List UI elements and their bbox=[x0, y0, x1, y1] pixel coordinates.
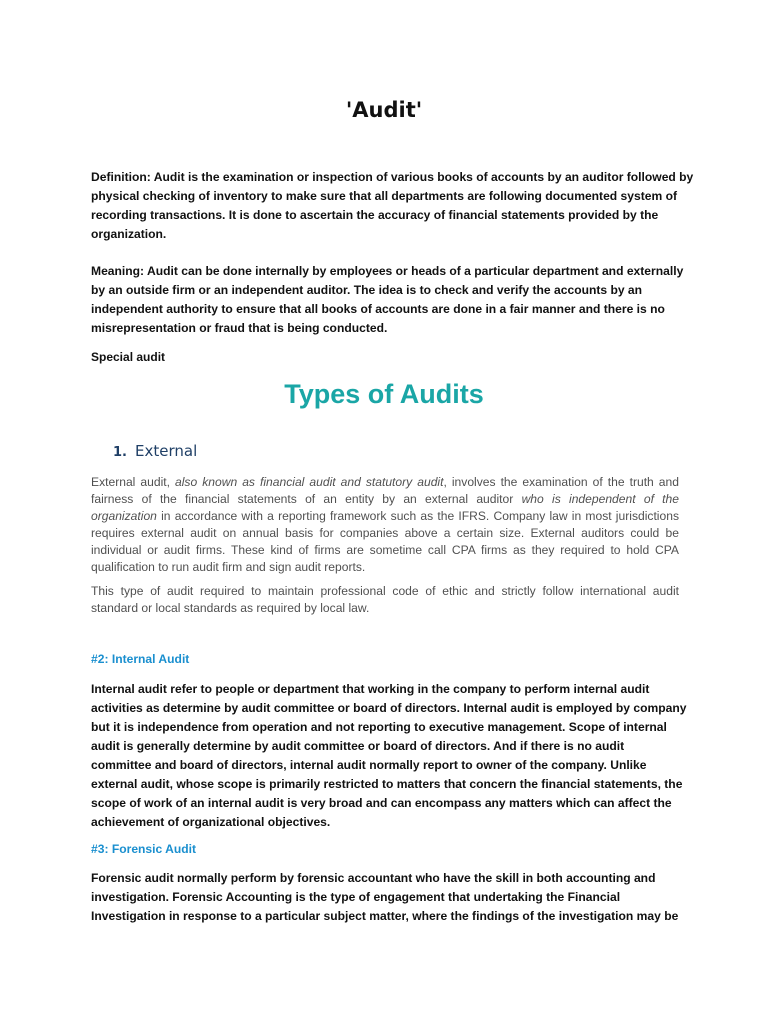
external-p1-line-2: fairness of the financial statements of an entity by an external auditor who is independent of the bbox=[91, 492, 679, 506]
external-heading bbox=[113, 440, 197, 464]
types-of-audits-heading: Types of Audits bbox=[284, 379, 484, 409]
internal-line-1: Internal audit refer to people or department that working in the company to perform internal audit bbox=[91, 682, 650, 696]
definition-label: Definition: bbox=[91, 170, 151, 184]
external-p1-line-1: External audit, also known as financial audit and statutory audit, involves the examination of the truth and bbox=[91, 475, 679, 489]
internal-line-6: external audit, whose scope is primarily restricted to matters that concern the financial statements, the bbox=[91, 777, 683, 791]
external-heading-label: External bbox=[135, 442, 198, 460]
forensic-audit-heading: #3: Forensic Audit bbox=[91, 842, 197, 856]
external-p2-line-2: standard or local standards as required by local law. bbox=[91, 601, 370, 615]
meaning-line-4: misrepresentation or fraud that is being conducted. bbox=[91, 321, 388, 335]
special-audit-label: Special audit bbox=[91, 350, 166, 364]
definition-line-2: physical checking of inventory to make sure that all departments are following documented system of bbox=[91, 189, 678, 203]
internal-line-5: committee and board of directors, internal audit normally report to owner of the company. Unlike bbox=[91, 758, 647, 772]
forensic-line-1: Forensic audit normally perform by forensic accountant who have the skill in both accounting and bbox=[91, 871, 656, 885]
forensic-line-2: investigation. Forensic Accounting is the type of engagement that undertaking the Financial bbox=[91, 890, 621, 904]
definition-line-4: organization. bbox=[91, 227, 167, 241]
external-paragraph-1 bbox=[91, 474, 679, 576]
external-paragraph-2 bbox=[91, 583, 679, 617]
internal-line-8: achievement of organizational objectives. bbox=[91, 815, 331, 829]
forensic-line-3: Investigation in response to a particular subject matter, where the findings of the investigation may be bbox=[91, 909, 679, 923]
internal-line-4: audit is generally determine by audit committee or board of directors. And if there is no audit bbox=[91, 739, 625, 753]
document-title: 'Audit' bbox=[345, 98, 423, 122]
external-number: 1. bbox=[113, 445, 127, 460]
external-p1-line-4: requires external audit on annual basis for companies above a certain size. External auditors could be bbox=[91, 526, 679, 540]
meaning-paragraph bbox=[91, 262, 689, 338]
definition-paragraph bbox=[91, 168, 694, 244]
internal-line-7: scope of work of an internal audit is very broad and can encompass any matters which can affect the bbox=[91, 796, 672, 810]
external-p1-line-3: organization in accordance with a reporting framework such as the IFRS. Company law in most jurisdictions bbox=[91, 509, 679, 523]
internal-line-3: but it is independence from operation and not reporting to executive management. Scope of internal bbox=[91, 720, 667, 734]
meaning-line-2: by an outside firm or an independent auditor. The idea is to check and verify the accounts by an bbox=[91, 283, 643, 297]
external-p2-line-1: This type of audit required to maintain professional code of ethic and strictly follow international audit bbox=[91, 584, 679, 598]
meaning-label: Meaning: bbox=[91, 264, 145, 278]
meaning-line-3: independent authority to ensure that all books of accounts are done in a fair manner and there is no bbox=[91, 302, 665, 316]
internal-line-2: activities as determine by audit committee or board of directors. Internal audit is employed by company bbox=[91, 701, 687, 715]
meaning-line-1: Meaning: Audit can be done internally by employees or heads of a particular department and externally bbox=[91, 264, 684, 278]
external-p1-line-5: individual or audit firms. These kind of firms are sometime call CPA firms as they required to hold CPA bbox=[91, 543, 679, 557]
internal-audit-heading: #2: Internal Audit bbox=[91, 652, 190, 666]
forensic-audit-paragraph bbox=[91, 869, 689, 926]
definition-line-3: recording transactions. It is done to ascertain the accuracy of financial statements provided by the bbox=[91, 208, 659, 222]
internal-audit-paragraph bbox=[91, 680, 689, 832]
definition-line-1: Definition: Audit is the examination or inspection of various books of accounts by an auditor followed by bbox=[91, 170, 694, 184]
external-p1-line-6: qualification to run audit firm and sign audit reports. bbox=[91, 560, 366, 574]
